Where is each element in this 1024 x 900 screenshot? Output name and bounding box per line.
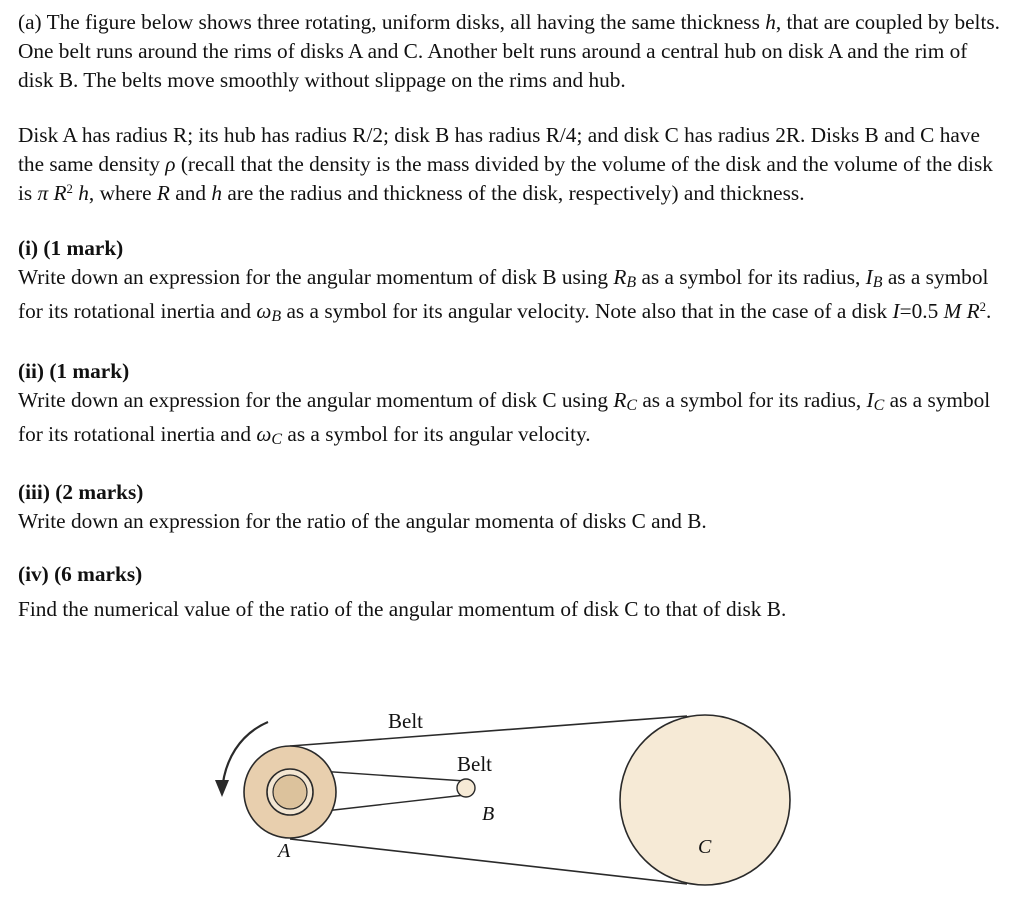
part-iii (18, 478, 1008, 536)
problem-text (18, 8, 1008, 624)
rotation-arrowhead-icon (215, 780, 229, 797)
disk-c (620, 715, 790, 885)
part-i-heading: (i) (1 mark) (18, 236, 124, 260)
part-iv (18, 560, 1008, 624)
label-a: A (278, 840, 291, 862)
part-iii-heading: (iii) (2 marks) (18, 479, 144, 504)
part-ii: (ii) (1 mark) Write down an expression for the angular momentum of disk C using $R_C$ as a symbol for its radius, $I_C$ as a symbol for its rotational inertia and $\omega_C$ as a symbol for its angular velocity. (18, 357, 1008, 454)
intro-paragraph-2: Disk A has radius R; its hub has radius R/2; disk B has radius R/4; and disk C has radius 2R. Disks B and C have the same density ρ (recall that the density is the mass divided by the volume of the disk and the volume of the disk is π $R^2$ h, where R and h are the radius and thickness of the disk, respectively) and thickness. (18, 123, 993, 205)
part-i: (i) (1 mark) Write down an expression for the angular momentum of disk B using $R_B$ as a symbol for its radius, $I_B$ as a symbol for its rotational inertia and $\omega_B$ as a symbol for its angular velocity. Note also that in the case of a disk I=0.5 M $R^2$. (18, 234, 1008, 331)
disk-b (457, 779, 475, 797)
outer-belt-bottom (290, 839, 687, 884)
belt-label-outer: Belt (388, 709, 423, 733)
label-c: C (698, 836, 712, 858)
part-iv-heading: (iv) (6 marks) (18, 561, 143, 586)
part-iii-text: Write down an expression for the ratio of the angular momenta of disks C and B. (18, 508, 707, 533)
part-ii-heading: (ii) (1 mark) (18, 358, 130, 383)
intro-paragraph-1: (a) The figure below shows three rotating, uniform disks, all having the same thickness h, that are coupled by belts. One belt runs around the rims of disks A and C. Another belt runs around a central hub on disk A and the rim of disk B. The belts move smoothly without slippage on the rims and hub. (18, 10, 1000, 92)
label-b: B (482, 803, 495, 825)
disk-a-hub (273, 775, 307, 809)
outer-belt-top (290, 716, 687, 746)
part-iv-text: Find the numerical value of the ratio of the angular momentum of disk C to that of disk B. (18, 596, 787, 621)
disks-diagram (210, 700, 810, 892)
disks-figure (210, 700, 810, 892)
belt-label-inner: Belt (457, 752, 492, 776)
